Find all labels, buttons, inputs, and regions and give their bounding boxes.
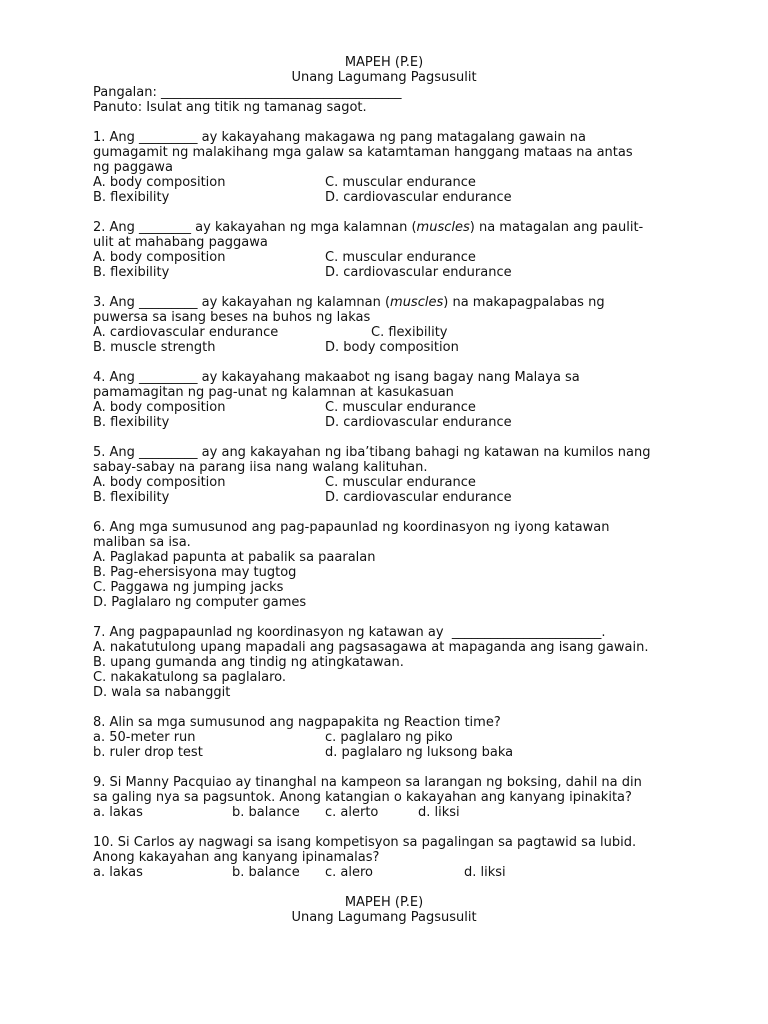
choice-d: d. paglalaro ng luksong baka [325,745,514,760]
choice-d: d. liksi [464,865,506,880]
choice-b: B. flexibility [93,490,170,505]
choice-d: D. body composition [325,340,459,355]
question-text: gumagamit ng malakihang mga galaw sa katamtaman hanggang mataas na antas [93,145,633,160]
question-9 [93,775,693,820]
footer-subtitle: Unang Lagumang Pagsusulit [291,910,477,925]
question-text: 9. Si Manny Pacquiao ay tinanghal na kampeon sa larangan ng boksing, dahil na din [93,775,642,790]
choice-b: b. ruler drop test [93,745,203,760]
choice-d: D. cardiovascular endurance [325,490,512,505]
choice-b: B. Pag-ehersisyona may tugtog [93,565,297,580]
question-text: puwersa sa isang beses na buhos ng lakas [93,310,371,325]
choice-c: C. muscular endurance [325,475,476,490]
question-text: ng paggawa [93,160,173,175]
question-text: pamamagitan ng pag-unat ng kalamnan at kasukasuan [93,385,454,400]
choice-a: A. body composition [93,250,226,265]
question-text: ulit at mahabang paggawa [93,235,268,250]
page-subtitle: Unang Lagumang Pagsusulit [291,70,477,85]
choice-c: C. flexibility [371,325,448,340]
question-5 [93,445,693,505]
question-text: sabay-sabay na parang iisa nang walang kalituhan. [93,460,428,475]
footer-title: MAPEH (P.E) [344,895,424,910]
question-1 [93,130,693,205]
question-text: 5. Ang _________ ay ang kakayahan ng iba’tibang bahagi ng katawan na kumilos nang [93,445,651,460]
choice-c: C. muscular endurance [325,250,476,265]
choice-d: D. Paglalaro ng computer games [93,595,307,610]
choice-a: A. Paglakad papunta at pabalik sa paaralan [93,550,376,565]
question-text: 10. Si Carlos ay nagwagi sa isang kompetisyon sa pagalingan sa pagtawid sa lubid. [93,835,637,850]
choice-c: c. alero [325,865,374,880]
choice-b: B. muscle strength [93,340,216,355]
choice-b: B. upang gumanda ang tindig ng atingkatawan. [93,655,404,670]
document-page [93,55,693,925]
question-4 [93,370,693,430]
question-8 [93,715,693,760]
instructions: Panuto: Isulat ang titik ng tamanag sagot. [93,100,367,115]
choice-b: b. balance [232,865,300,880]
choice-a: A. body composition [93,175,226,190]
choice-a: a. lakas [93,865,143,880]
choice-d: D. cardiovascular endurance [325,190,512,205]
question-2 [93,220,693,280]
question-text: 1. Ang _________ ay kakayahang makagawa ng pang matagalang gawain na [93,130,586,145]
question-text: 2. Ang ________ ay kakayahan ng mga kalamnan (muscles) na matagalan ang paulit- [93,220,644,235]
question-text: 3. Ang _________ ay kakayahan ng kalamnan (muscles) na makapagpalabas ng [93,295,605,310]
question-text: 4. Ang _________ ay kakayahang makaabot ng isang bagay nang Malaya sa [93,370,580,385]
choice-a: a. 50-meter run [93,730,196,745]
choice-c: C. muscular endurance [325,175,476,190]
choice-c: c. alerto [325,805,379,820]
choice-a: A. nakatutulong upang mapadali ang pagsasagawa at mapaganda ang isang gawain. [93,640,649,655]
choice-d: D. cardiovascular endurance [325,415,512,430]
choice-c: C. muscular endurance [325,400,476,415]
choice-b: B. flexibility [93,190,170,205]
question-10 [93,835,693,880]
choice-c: c. paglalaro ng piko [325,730,453,745]
name-field-label: Pangalan: _____________________________________ [93,85,402,100]
choice-b: B. flexibility [93,415,170,430]
choice-c: C. nakakatulong sa paglalaro. [93,670,287,685]
question-text: sa galing nya sa pagsuntok. Anong katangian o kakayahan ang kanyang ipinakita? [93,790,632,805]
choice-a: A. cardiovascular endurance [93,325,279,340]
question-3 [93,295,693,355]
choice-a: A. body composition [93,400,226,415]
question-6 [93,520,693,610]
page-title: MAPEH (P.E) [344,55,424,70]
choice-d: D. wala sa nabanggit [93,685,231,700]
choice-d: D. cardiovascular endurance [325,265,512,280]
question-text: 8. Alin sa mga sumusunod ang nagpapakita ng Reaction time? [93,715,501,730]
question-text: 7. Ang pagpapaunlad ng koordinasyon ng katawan ay _______________________. [93,625,606,640]
choice-a: A. body composition [93,475,226,490]
question-text: 6. Ang mga sumusunod ang pag-papaunlad ng koordinasyon ng iyong katawan [93,520,610,535]
choice-b: B. flexibility [93,265,170,280]
page-footer [93,895,693,925]
question-7 [93,625,693,700]
question-text: Anong kakayahan ang kanyang ipinamalas? [93,850,380,865]
choice-c: C. Paggawa ng jumping jacks [93,580,284,595]
choice-a: a. lakas [93,805,143,820]
question-text: maliban sa isa. [93,535,191,550]
choice-d: d. liksi [418,805,460,820]
choice-b: b. balance [232,805,300,820]
